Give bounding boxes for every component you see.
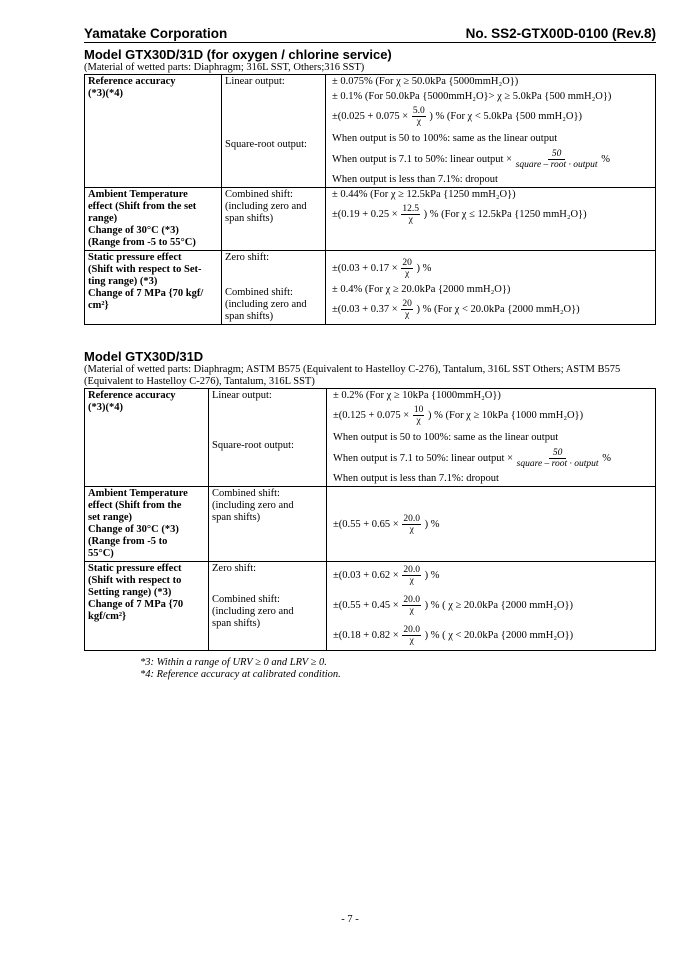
section1-title: Model GTX30D/31D (for oxygen / chlorine service)	[84, 47, 392, 62]
reference-accuracy-values: ± 0.075% (For χ ≥ 50.0kPa {5000mmH₂O}) ± 0.1% (For 50.0kPa {5000mmH₂O}> χ ≥ 5.0kPa {500 mmH₂O}) ±(0.025 + 0.075 × $\frac{5.0}{\chi}$ ) % (For χ < 5.0kPa {500 mmH₂O}) When output is 50 to 100%: same as the linear output When output is 7.1 to 50%: linear output × 50 square – root · output % When output is less than 7.1%: dropout	[326, 75, 656, 188]
page-number: - 7 -	[341, 914, 359, 925]
static-pressure-values: ±(0.03 + 0.17 × $\frac{20}{\chi}$ ) % ± 0.4% (For χ ≥ 20.0kPa {2000 mmH₂O}) ±(0.03 + 0.37 × $\frac{20}{\chi}$ ) % (For χ < 20.0kPa {2000 mmH₂O})	[326, 251, 656, 325]
static-pressure-values: ±(0.03 + 0.62 × $\frac{20.0}{\chi}$ ) % ±(0.55 + 0.45 × $\frac{20.0}{\chi}$ ) % ( χ ≥ 20.0kPa {2000 mmH₂O}) ±(0.18 + 0.82 × $\frac{20.0}{\chi}$ ) % ( χ < 20.0kPa {2000 mmH₂O})	[327, 562, 656, 651]
section1-subtitle: (Material of wetted parts: Diaphragm; 316L SST, Others;316 SST)	[84, 62, 365, 73]
reference-accuracy-values: ± 0.2% (For χ ≥ 10kPa {1000mmH₂O}) ±(0.125 + 0.075 × $\frac{10}{\chi}$ ) % (For χ ≥ 10kPa {1000 mmH₂O}) When output is 50 to 100%: same as the linear output When output is 7.1 to 50%: linear output × 50 square – root · output % When output is less than 7.1%: dropout	[327, 389, 656, 487]
table-row	[85, 75, 656, 188]
document-number: No. SS2-GTX00D-0100 (Rev.8)	[465, 26, 656, 41]
document-page	[84, 26, 656, 681]
ambient-temperature-label: Ambient Temperature effect (Shift from the set range) Change of 30°C (*3) (Range from -5 to 55°C)	[85, 188, 222, 251]
reference-accuracy-label: Reference accuracy (*3)(*4)	[85, 389, 209, 487]
table-row	[85, 562, 656, 651]
table-row	[85, 487, 656, 562]
shift-type-cell: Zero shift: Combined shift: (including zero and span shifts)	[209, 562, 327, 651]
footnote-4: *4: Reference accuracy at calibrated condition.	[140, 669, 341, 680]
ambient-temperature-label: Ambient Temperature effect (Shift from the set range) Change of 30°C (*3) (Range from -5 to 55°C)	[85, 487, 209, 562]
static-pressure-label: Static pressure effect (Shift with respect to Set- ting range) (*3) Change of 7 MPa {70 kgf/ cm²}	[85, 251, 222, 325]
page-header	[84, 26, 656, 43]
reference-accuracy-label: Reference accuracy (*3)(*4)	[85, 75, 222, 188]
output-type-cell: Linear output: Square-root output:	[209, 389, 327, 487]
shift-type-cell: Zero shift: Combined shift: (including zero and span shifts)	[222, 251, 326, 325]
table-row	[85, 389, 656, 487]
section2-spec-table	[84, 388, 656, 651]
ambient-temperature-values: ± 0.44% (For χ ≥ 12.5kPa {1250 mmH₂O}) ±(0.19 + 0.25 × $\frac{12.5}{\chi}$ ) % (For χ ≤ 12.5kPa {1250 mmH₂O})	[326, 188, 656, 251]
combined-shift-label: Combined shift: (including zero and span shifts)	[222, 188, 326, 251]
ambient-temperature-values: ±(0.55 + 0.65 × $\frac{20.0}{\chi}$ ) %	[327, 487, 656, 562]
section2-subtitle: (Material of wetted parts: Diaphragm; ASTM B575 (Equivalent to Hastelloy C-276), Tantalum, 316L SST Others; ASTM B575 (Equivalent to Hastelloy C-276), Tantalum, 316L SST)	[84, 364, 621, 387]
company-name: Yamatake Corporation	[84, 26, 228, 41]
combined-shift-label: Combined shift: (including zero and span shifts)	[209, 487, 327, 562]
table-row	[85, 251, 656, 325]
table-row	[85, 188, 656, 251]
section1-spec-table	[84, 74, 656, 325]
section2-title: Model GTX30D/31D	[84, 349, 204, 364]
footnote-3: *3: Within a range of URV ≥ 0 and LRV ≥ 0.	[140, 657, 327, 668]
output-type-cell: Linear output: Square-root output:	[222, 75, 326, 188]
static-pressure-label: Static pressure effect (Shift with respect to Setting range) (*3) Change of 7 MPa {70 kgf/cm²}	[85, 562, 209, 651]
